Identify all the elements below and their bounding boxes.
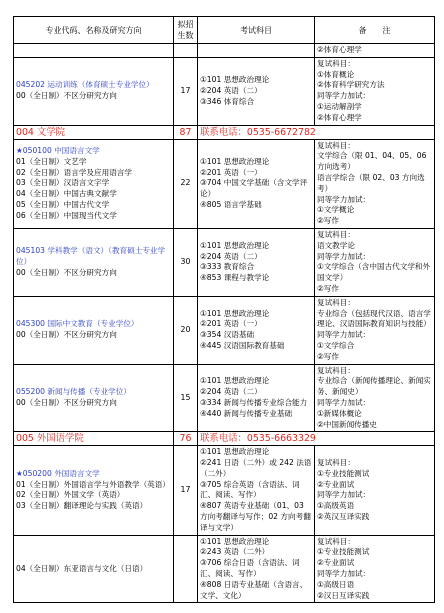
exam-subject: ④440 新闻与传播专业基础: [200, 408, 293, 418]
note-line: ②写作: [317, 351, 339, 361]
note-line: ②体育心理学: [317, 45, 362, 54]
note-line: ①体育概论: [317, 69, 355, 79]
table-row: [14, 296, 435, 364]
document-page: [13, 16, 434, 603]
note-line: ①专业技能测试: [317, 468, 370, 478]
program-cell: [14, 535, 174, 603]
exam-subject: ②201 英语（一）: [200, 319, 262, 329]
program-cell: [14, 228, 174, 296]
research-direction: 02（全日制）外国文学（英语）: [16, 490, 125, 500]
note-line: 复试科目：: [317, 365, 355, 375]
program-cell: [14, 296, 174, 364]
note-line: ①高级英语: [317, 501, 355, 511]
header-notes: 备 注: [315, 17, 435, 44]
notes-cell: [315, 228, 435, 296]
note-line: ①文学概论: [317, 205, 355, 215]
quota-cell: [174, 44, 198, 58]
quota-cell: [174, 535, 198, 603]
exams-cell: [198, 44, 315, 58]
note-line: 语言学综合（限 02、03 方向选考）: [317, 172, 425, 193]
note-line: 同等学力加试：: [317, 194, 371, 204]
exam-subject: ④853 课程与教学论: [200, 273, 270, 283]
program-code: 045202 运动训练（体育硕士专业学位）: [16, 80, 154, 90]
note-line: ①运动解剖学: [317, 101, 362, 111]
research-direction: 02（全日制）语言学及应用语言学: [16, 167, 132, 177]
note-line: 文学综合（限 01、04、05、06 方向选考）: [317, 151, 427, 172]
exam-subject: ②204 英语（二）: [200, 85, 262, 95]
exams-cell: [198, 139, 315, 228]
program-code: ★050200 外国语言文学: [16, 468, 100, 478]
research-direction: 01（全日制）外国语言学与外语教学（英语）: [16, 479, 170, 489]
exam-subject: ③334 新闻与传播专业综合能力: [200, 397, 308, 407]
exams-cell: [198, 364, 315, 432]
exam-subject: ④805 语言学基础: [200, 199, 262, 209]
quota-cell: 22: [174, 139, 198, 228]
note-line: 同等学力加试：: [317, 490, 371, 500]
research-direction: 04（全日制）中国古典文献学: [16, 189, 117, 199]
note-line: ②体育科学研究方法: [317, 80, 385, 90]
notes-cell: [315, 446, 435, 535]
quota-cell: 17: [174, 57, 198, 125]
note-line: 同等学力加试：: [317, 91, 371, 101]
college-name: 005 外国语学院: [14, 432, 174, 446]
quota-cell: 20: [174, 296, 198, 364]
exam-subject: ②204 英语（二）: [200, 251, 262, 261]
program-cell: [14, 139, 174, 228]
program-code: 045103 学科教学（语文）（教育硕士专业学位）: [16, 246, 166, 266]
table-row: [14, 228, 435, 296]
table-row: [14, 57, 435, 125]
note-line: ①文学综合: [317, 340, 355, 350]
note-line: 专业综合（包括现代汉语、语言学理论、汉语国际教育知识与技能）: [317, 308, 431, 329]
note-line: ②中国新闻传播史: [317, 419, 377, 429]
note-line: 同等学力加试：: [317, 569, 371, 579]
program-cell: [14, 57, 174, 125]
exams-cell: [198, 57, 315, 125]
note-line: 复试科目：: [317, 140, 355, 150]
note-line: 复试科目：: [317, 458, 355, 468]
quota-cell: 17: [174, 446, 198, 535]
research-direction: 01（全日制）文艺学: [16, 156, 87, 166]
exam-subject: ①101 思想政治理论: [200, 308, 270, 318]
program-code: ★050100 中国语言文学: [16, 145, 100, 155]
exam-subject: ①101 思想政治理论: [200, 536, 270, 546]
exam-subject: ③354 汉语基础: [200, 330, 255, 340]
program-code: 055200 新闻与传播（专业学位）: [16, 387, 131, 397]
header-exams: 考试科目: [198, 17, 315, 44]
exam-subject: ④808 日语专业基础（含语言、文学、文化）: [200, 579, 308, 600]
note-line: ②专业面试: [317, 479, 355, 489]
exam-subject: ③704 中国文学基础（含文学评论）: [200, 178, 308, 199]
notes-cell: [315, 57, 435, 125]
research-direction: 00（全日制）不区分研究方向: [16, 267, 117, 277]
table-header-row: [14, 17, 435, 44]
exam-subject: ③333 教育综合: [200, 262, 255, 272]
exams-cell: [198, 535, 315, 603]
program-cell: [14, 446, 174, 535]
research-direction: 06（全日制）中国现当代文学: [16, 210, 117, 220]
note-line: 语文教学论: [317, 240, 355, 250]
note-line: ①文学综合（含中国古代文学和外国文学）: [317, 262, 431, 283]
college-row: [14, 432, 435, 446]
exams-cell: [198, 446, 315, 535]
table-row: [14, 364, 435, 432]
note-line: ②写作: [317, 216, 339, 226]
table-row: [14, 44, 435, 58]
admissions-table: [13, 16, 435, 603]
exam-subject: ①101 思想政治理论: [200, 74, 270, 84]
note-line: ①专业技能测试: [317, 547, 370, 557]
quota-cell: 15: [174, 364, 198, 432]
college-contact: 联系电话：0535-6663329: [198, 432, 435, 446]
note-line: ①新媒体概论: [317, 408, 362, 418]
notes-cell: [315, 535, 435, 603]
note-line: 专业综合（新闻传播理论、新闻实务、新闻史）: [317, 376, 431, 397]
research-direction: 03（全日制）汉语言文字学: [16, 178, 110, 188]
table-row: [14, 446, 435, 535]
college-contact: 联系电话：0535-6672782: [198, 125, 435, 139]
research-direction: 00（全日制）不区分研究方向: [16, 397, 117, 407]
notes-cell: [315, 296, 435, 364]
exam-subject: ②243 英语（二外）: [200, 547, 270, 557]
quota-cell: 30: [174, 228, 198, 296]
note-line: 同等学力加试：: [317, 251, 371, 261]
note-line: 复试科目：: [317, 58, 355, 68]
exam-subject: ①101 思想政治理论: [200, 240, 270, 250]
note-line: ②写作: [317, 283, 339, 293]
exam-subject: ③705 综合英语（含语法、词汇、阅读、写作）: [200, 479, 300, 500]
exams-cell: [198, 228, 315, 296]
notes-cell: [315, 139, 435, 228]
exam-subject: ③346 体育综合: [200, 96, 255, 106]
note-line: ②体育心理学: [317, 112, 362, 122]
note-line: 复试科目：: [317, 229, 355, 239]
college-name: 004 文学院: [14, 125, 174, 139]
research-direction: 05（全日制）中国古代文学: [16, 199, 110, 209]
note-line: ②汉日互译实践: [317, 590, 370, 600]
note-line: ①高级日语: [317, 579, 355, 589]
program-cell: [14, 44, 174, 58]
exam-subject: ②241 日语（二外）或 242 法语（二外）: [200, 458, 312, 478]
exam-subject: ①101 思想政治理论: [200, 447, 270, 457]
exam-subject: ③706 综合日语（含语法、词汇、阅读、写作）: [200, 558, 300, 579]
header-program: 专业代码、名称及研究方向: [14, 17, 174, 44]
exam-subject: ①101 思想政治理论: [200, 156, 270, 166]
table-row: [14, 139, 435, 228]
note-line: 复试科目：: [317, 536, 355, 546]
exam-subject: ④807 英语专业基础（01、03 方向考翻译与写作；02 方向考翻译与文学）: [200, 501, 311, 532]
research-direction: 00（全日制）不区分研究方向: [16, 91, 117, 101]
note-line: ②专业面试: [317, 558, 355, 568]
note-line: 复试科目：: [317, 297, 355, 307]
note-line: 同等学力加试：: [317, 330, 371, 340]
program-cell: [14, 364, 174, 432]
notes-cell: [315, 364, 435, 432]
exam-subject: ①101 思想政治理论: [200, 376, 270, 386]
program-code: 045300 国际中文教育（专业学位）: [16, 319, 139, 329]
exam-subject: ②204 英语（二）: [200, 387, 262, 397]
research-direction: 03（全日制）翻译理论与实践（英语）: [16, 501, 148, 511]
research-direction: 00（全日制）不区分研究方向: [16, 330, 117, 340]
exam-subject: ④445 汉语国际教育基础: [200, 340, 285, 350]
table-body: [14, 44, 435, 603]
college-quota: 87: [174, 125, 198, 139]
exam-subject: ②201 英语（一）: [200, 167, 262, 177]
note-line: ②英汉互译实践: [317, 512, 370, 522]
college-quota: 76: [174, 432, 198, 446]
note-line: 同等学力加试：: [317, 397, 371, 407]
exams-cell: [198, 296, 315, 364]
research-direction: 04（全日制）东亚语言与文化（日语）: [16, 563, 148, 573]
college-row: [14, 125, 435, 139]
header-quota: 拟招生数: [174, 17, 198, 44]
notes-cell: [315, 44, 435, 58]
table-row: [14, 535, 435, 603]
